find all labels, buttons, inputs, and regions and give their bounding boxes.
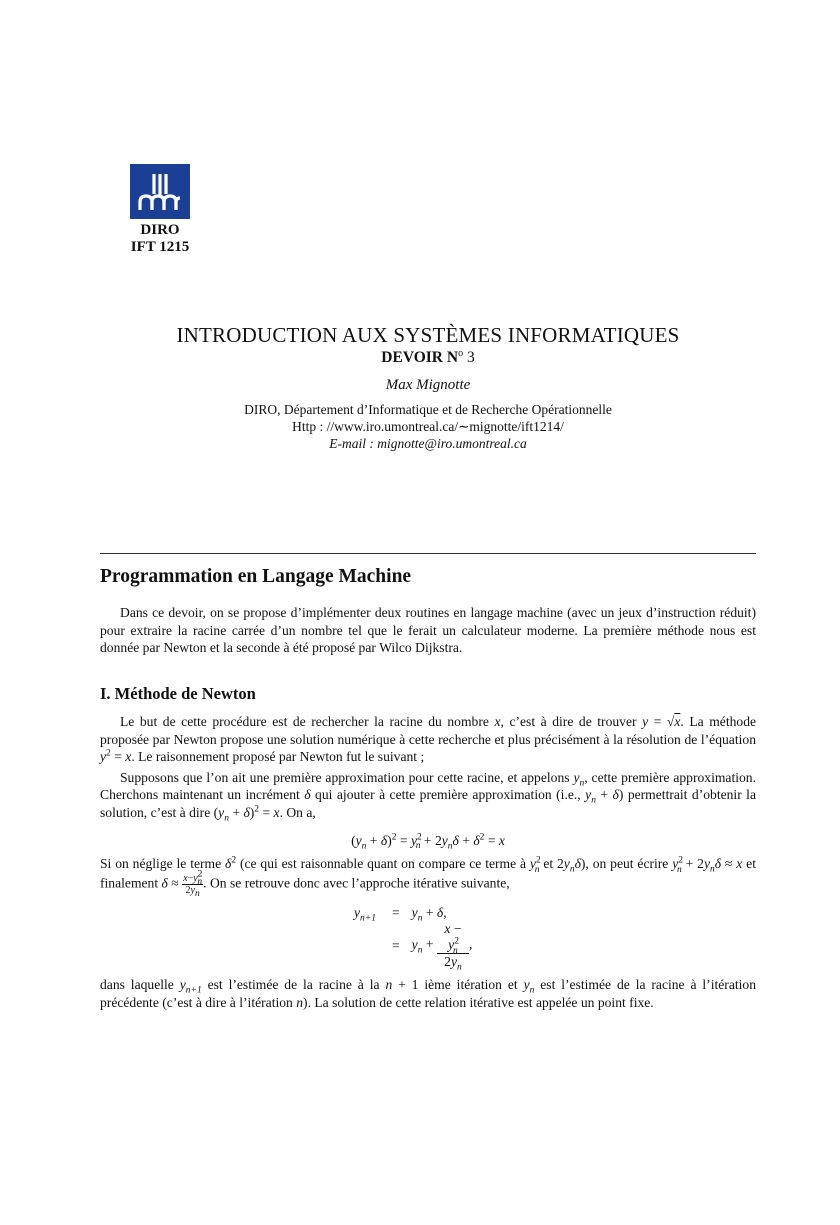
intro-paragraph: Dans ce devoir, on se propose d’implémenter deux routines en langage machine (avec un jeux d’instruction réduit) pour extraire la racine carrée d’un nombre tel que le ferait un calculateur moderne. La première méthode nous est donnée par Newton et la seconde à été proposé par Wilco Dijkstra. [100, 605, 756, 656]
website-url[interactable]: Http : //www.iro.umontreal.ca/∼mignotte/ift1214/ [292, 419, 564, 434]
paragraph-1: Le but de cette procédure est de rechercher la racine du nombre x, c’est à dire de trouver y = √x. La méthode proposée par Newton propose une solution numérique à cette recherche et plus précisément à la résolution de l’équation $y^2 = x$. Le raisonnement proposé par Newton fut le suivant ; [100, 714, 757, 765]
paragraph-4: dans laquelle $y_{n+1}$ est l’estimée de la racine à la n + 1 ième itération et $y_n$ est l’estimée de la racine à l’itération précédente (c’est à dire à l’itération n). La solution de cette relation itérative est appelée un point fixe. [100, 977, 757, 1010]
devoir-number [100, 348, 756, 368]
devoir-label: DEVOIR N [381, 349, 459, 366]
university-logo-icon [130, 164, 190, 219]
author-name: Max Mignotte [385, 377, 471, 393]
logo-label-diro: DIRO [140, 222, 180, 238]
intro-paragraph-block [100, 604, 756, 657]
devoir-superscript: o [458, 347, 464, 359]
subsection-heading: I. Méthode de Newton [100, 684, 256, 703]
page-title: INTRODUCTION AUX SYSTÈMES INFORMATIQUES [176, 323, 680, 347]
devoir-num: 3 [466, 349, 475, 366]
newton-body [100, 713, 756, 1012]
paragraph-3: Si on néglige le terme $\delta^2$ (ce qui est raisonnable quant on compare ce terme à $y^2_n$ et $2y_n\delta$), on peut écrire $y^2_n + 2y_n\delta \approx x$ et finalement δ ≈ $\frac{x-y^2_n}{2y_n}$ . On se retrouve donc avec l’approche itérative suivante, [100, 855, 756, 899]
iterative-equations: $y_{n+1}$ = $y_n + \delta$, = $y_n$ + $\frac{x - y^2_n}{2y_n}$ , [354, 904, 473, 974]
title-block [100, 322, 756, 452]
section-heading: Programmation en Langage Machine [100, 566, 412, 587]
logo-block [112, 164, 208, 256]
email-address[interactable]: E-mail : mignotte@iro.umontreal.ca [329, 436, 527, 451]
paragraph-2: Supposons que l’on ait une première approximation pour cette racine, et appelons $y_n$, cette première approximation. Cherchons maintenant un incrément δ qui ajouter à cette première approximation (i.e., $y_n + \delta$) permettrait d’obtenir la solution, c’est à dire $(y_n + \delta)^2 = x$. On a, [100, 769, 757, 824]
affiliation: DIRO, Département d’Informatique et de Recherche Opérationnelle [244, 402, 612, 417]
equation-expansion: $(y_n + \delta)^2 = y^2_n + 2y_n\delta + \delta^2 = x$ [351, 832, 505, 852]
logo-label-course: IFT 1215 [130, 239, 190, 255]
horizontal-divider [100, 553, 756, 554]
